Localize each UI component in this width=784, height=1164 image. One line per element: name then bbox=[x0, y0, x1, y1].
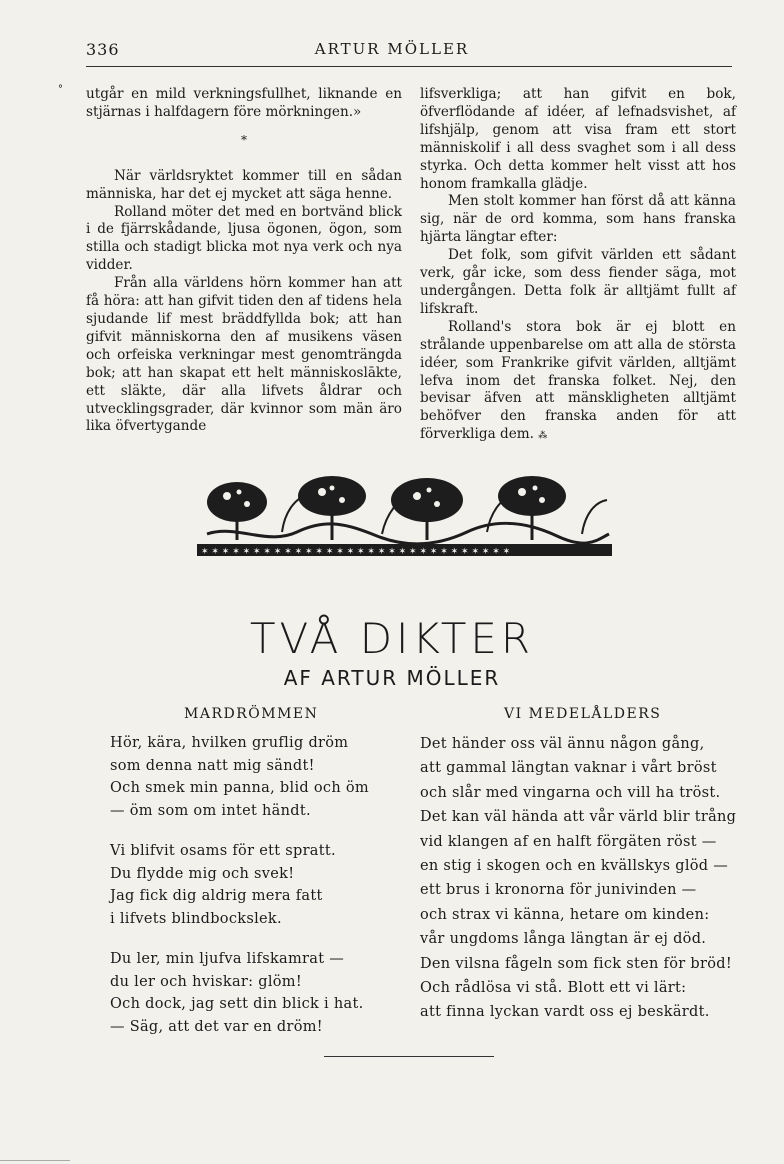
poem-vi-medelalders bbox=[420, 706, 742, 1025]
poem-line: Det händer oss väl ännu någon gång, bbox=[420, 736, 705, 752]
poem-line: som denna natt mig sändt! bbox=[110, 757, 315, 774]
poem-line: du ler och hviskar: glöm! bbox=[110, 973, 302, 990]
poem-line: Och dock, jag sett din blick i hat. bbox=[110, 996, 364, 1012]
poem-line: Vi blifvit osams för ett spratt. bbox=[110, 843, 336, 859]
page-number: 336 bbox=[86, 40, 120, 59]
poem-title: MARDRÖMMEN bbox=[184, 706, 319, 722]
poem-mardrommen bbox=[110, 706, 406, 1056]
svg-text:✶ ✶ ✶ ✶ ✶ ✶ ✶ ✶ ✶ ✶ ✶ ✶ ✶ ✶ ✶: ✶ ✶ ✶ ✶ ✶ ✶ ✶ ✶ ✶ ✶ ✶ ✶ ✶ ✶ ✶ ✶ ✶ ✶ ✶ ✶ ✶ ✶ ✶ ✶ ✶ ✶ ✶ ✶ ✶ ✶ bbox=[201, 547, 511, 557]
header-rule bbox=[86, 66, 732, 67]
scan-edge-line bbox=[0, 1160, 70, 1161]
poem-line: Och rådlösa vi stå. Blott ett vi lärt: bbox=[420, 980, 687, 997]
essay-paragraph: Rolland möter det med en bortvänd blick i de fjärrskådande, ljusa ögonen, ögon, som stilla och stadigt blicka mot nya verk och nya vidder. bbox=[86, 203, 402, 274]
poem-stanza bbox=[110, 840, 406, 930]
essay-paragraph: När världsryktet kommer till en sådan människa, har det ej mycket att säga henne. bbox=[86, 167, 402, 202]
poem-line: en stig i skogen och en kvällskys glöd — bbox=[420, 858, 729, 875]
essay-right-column bbox=[420, 86, 736, 446]
essay-left-column bbox=[86, 86, 402, 436]
poem-line: Hör, kära, hvilken gruflig dröm bbox=[110, 735, 349, 751]
essay-paragraph: Rolland's stora bok är ej blott en strålande uppenbarelse om att alla de största idéer, som Frankrike gifvit världen, alltjämt lefva inom det franska folket. Nej, den bevisar äfven att mänskligheten alltjämt behöfver den franska anden för att förverkliga dem. bbox=[420, 318, 736, 443]
poem-title: VI MEDELÅLDERS bbox=[504, 706, 662, 722]
poem-stanza bbox=[110, 732, 406, 822]
closing-rule bbox=[324, 1056, 494, 1057]
poem-line: Jag fick dig aldrig mera fatt bbox=[110, 888, 323, 904]
poem-line: och strax vi känna, hetare om kinden: bbox=[420, 906, 710, 923]
poem-line: att finna lyckan vardt oss ej beskärdt. bbox=[420, 1004, 710, 1021]
floral-ornament-vignette bbox=[197, 474, 612, 559]
margin-mark: ° bbox=[58, 84, 63, 95]
poem-line: — öm som om intet händt. bbox=[110, 802, 311, 819]
poem-line: vid klangen af en halft förgäten röst — bbox=[420, 833, 717, 850]
poem-line: i lifvets blindbockslek. bbox=[110, 910, 282, 927]
poem-set-title: TVÅ DIKTER bbox=[249, 614, 535, 663]
essay-paragraph: Men stolt kommer han först då att känna sig, när de ord komma, som hans franska hjärta längtar efter: bbox=[420, 193, 736, 246]
end-mark: ⁂ bbox=[538, 431, 548, 442]
poem-line: vår ungdoms långa längtan är ej död. bbox=[420, 931, 707, 948]
poem-line: Du flydde mig och svek! bbox=[110, 865, 295, 882]
running-title: ARTUR MÖLLER bbox=[314, 40, 470, 58]
essay-paragraph: Det folk, som gifvit världen ett sådant verk, går icke, som dess fiender säga, mot undergången. Detta folk är alltjämt fullt af lifskraft. bbox=[420, 247, 736, 317]
essay-paragraph: lifsverkliga; att han gifvit en bok, öfverflödande af idéer, af lefnadsvishet, af lifshjälp, genom att visa fram ett stort människolif i all dess svaghet som i all dess styrka. Och detta kommer helt visst att hos honom framkalla glädje. bbox=[420, 86, 736, 192]
poem-line: ett brus i kronorna för junivinden — bbox=[420, 882, 697, 899]
poem-line: Den vilsna fågeln som fick sten för bröd! bbox=[420, 955, 732, 972]
essay-paragraph: Från alla världens hörn kommer han att få höra: att han gifvit tiden den af tidens hela sjudande lif mest bräddfyllda bok; att han gifvit människorna den af musikens väsen och orfeiska verkningar mest genomträngda bok; att han skapat ett helt människoslākte, ett släkte, där alla lifvets åldrar och utvecklingsgrader, där kvinnor som män äro lika öfvertygande bbox=[86, 275, 402, 435]
poem-line: Det kan väl hända att vår värld blir trång bbox=[420, 809, 737, 826]
poem-line: Du ler, min ljufva lifskamrat — bbox=[110, 951, 345, 967]
essay-paragraph: utgår en mild verkningsfullhet, liknande en stjärnas i halfdagern före mörkningen.» bbox=[86, 86, 402, 120]
poem-stanza bbox=[110, 948, 406, 1038]
poem-line: Och smek min panna, blid och öm bbox=[110, 780, 369, 796]
poem-line: och slår med vingarna och vill ha tröst. bbox=[420, 784, 721, 801]
poem-line: att gammal längtan vaknar i vårt bröst bbox=[420, 760, 717, 777]
poem-line: — Säg, att det var en dröm! bbox=[110, 1018, 323, 1035]
section-asterism: * bbox=[241, 132, 247, 147]
author-byline: AF ARTUR MÖLLER bbox=[283, 666, 501, 690]
